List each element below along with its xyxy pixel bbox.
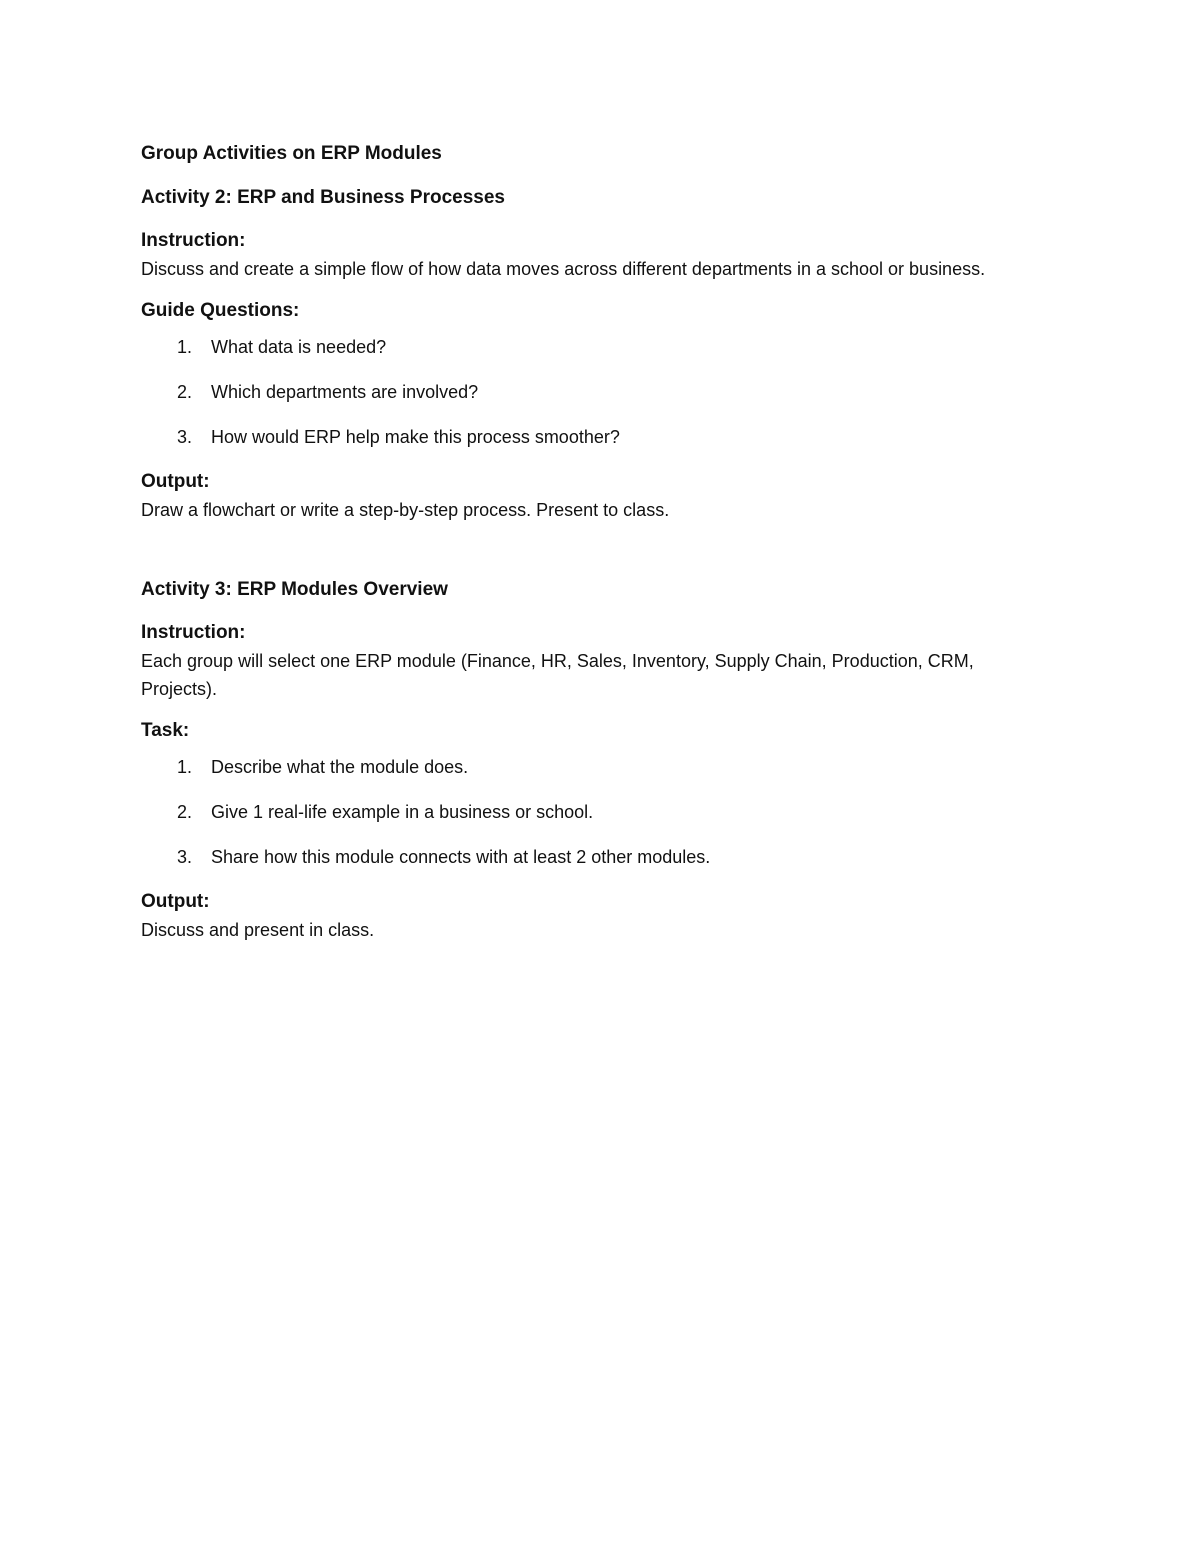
section-spacer <box>141 538 1041 576</box>
activity2-questions-label: Guide Questions: <box>141 300 300 321</box>
activity2-output-label: Output: <box>141 471 210 492</box>
list-item-text: Give 1 real-life example in a business or school. <box>211 802 594 822</box>
activity2-output-text: Draw a flowchart or write a step-by-step process. Present to class. <box>141 500 670 520</box>
list-item-text: How would ERP help make this process smoother? <box>211 427 620 447</box>
list-number: 1. <box>177 757 193 777</box>
list-number: 3. <box>177 427 193 447</box>
activity2-question-list <box>141 333 1041 451</box>
list-item-text: Share how this module connects with at least 2 other modules. <box>211 847 711 867</box>
activity3-instruction-text: Each group will select one ERP module (Finance, HR, Sales, Inventory, Supply Chain, Production, CRM, Projects). <box>141 651 974 699</box>
list-item-text: What data is needed? <box>211 337 387 357</box>
list-item <box>141 423 1041 451</box>
document-body <box>141 140 1041 958</box>
list-item <box>141 798 1041 826</box>
activity2-instruction-label: Instruction: <box>141 230 246 251</box>
list-number: 2. <box>177 382 193 402</box>
list-item <box>141 753 1041 781</box>
list-item <box>141 333 1041 361</box>
activity3-output-label: Output: <box>141 891 210 912</box>
list-item-text: Describe what the module does. <box>211 757 469 777</box>
list-number: 2. <box>177 802 193 822</box>
list-item <box>141 843 1041 871</box>
list-number: 1. <box>177 337 193 357</box>
activity3-task-list <box>141 753 1041 871</box>
activity3-heading: Activity 3: ERP Modules Overview <box>141 579 448 600</box>
document-title: Group Activities on ERP Modules <box>141 143 442 164</box>
activity3-output-text: Discuss and present in class. <box>141 920 375 940</box>
list-item-text: Which departments are involved? <box>211 382 479 402</box>
activity3-instruction-label: Instruction: <box>141 622 246 643</box>
activity2-heading: Activity 2: ERP and Business Processes <box>141 187 505 208</box>
activity3-task-label: Task: <box>141 720 190 741</box>
list-item <box>141 378 1041 406</box>
list-number: 3. <box>177 847 193 867</box>
activity2-instruction-text: Discuss and create a simple flow of how data moves across different departments in a school or business. <box>141 259 986 279</box>
